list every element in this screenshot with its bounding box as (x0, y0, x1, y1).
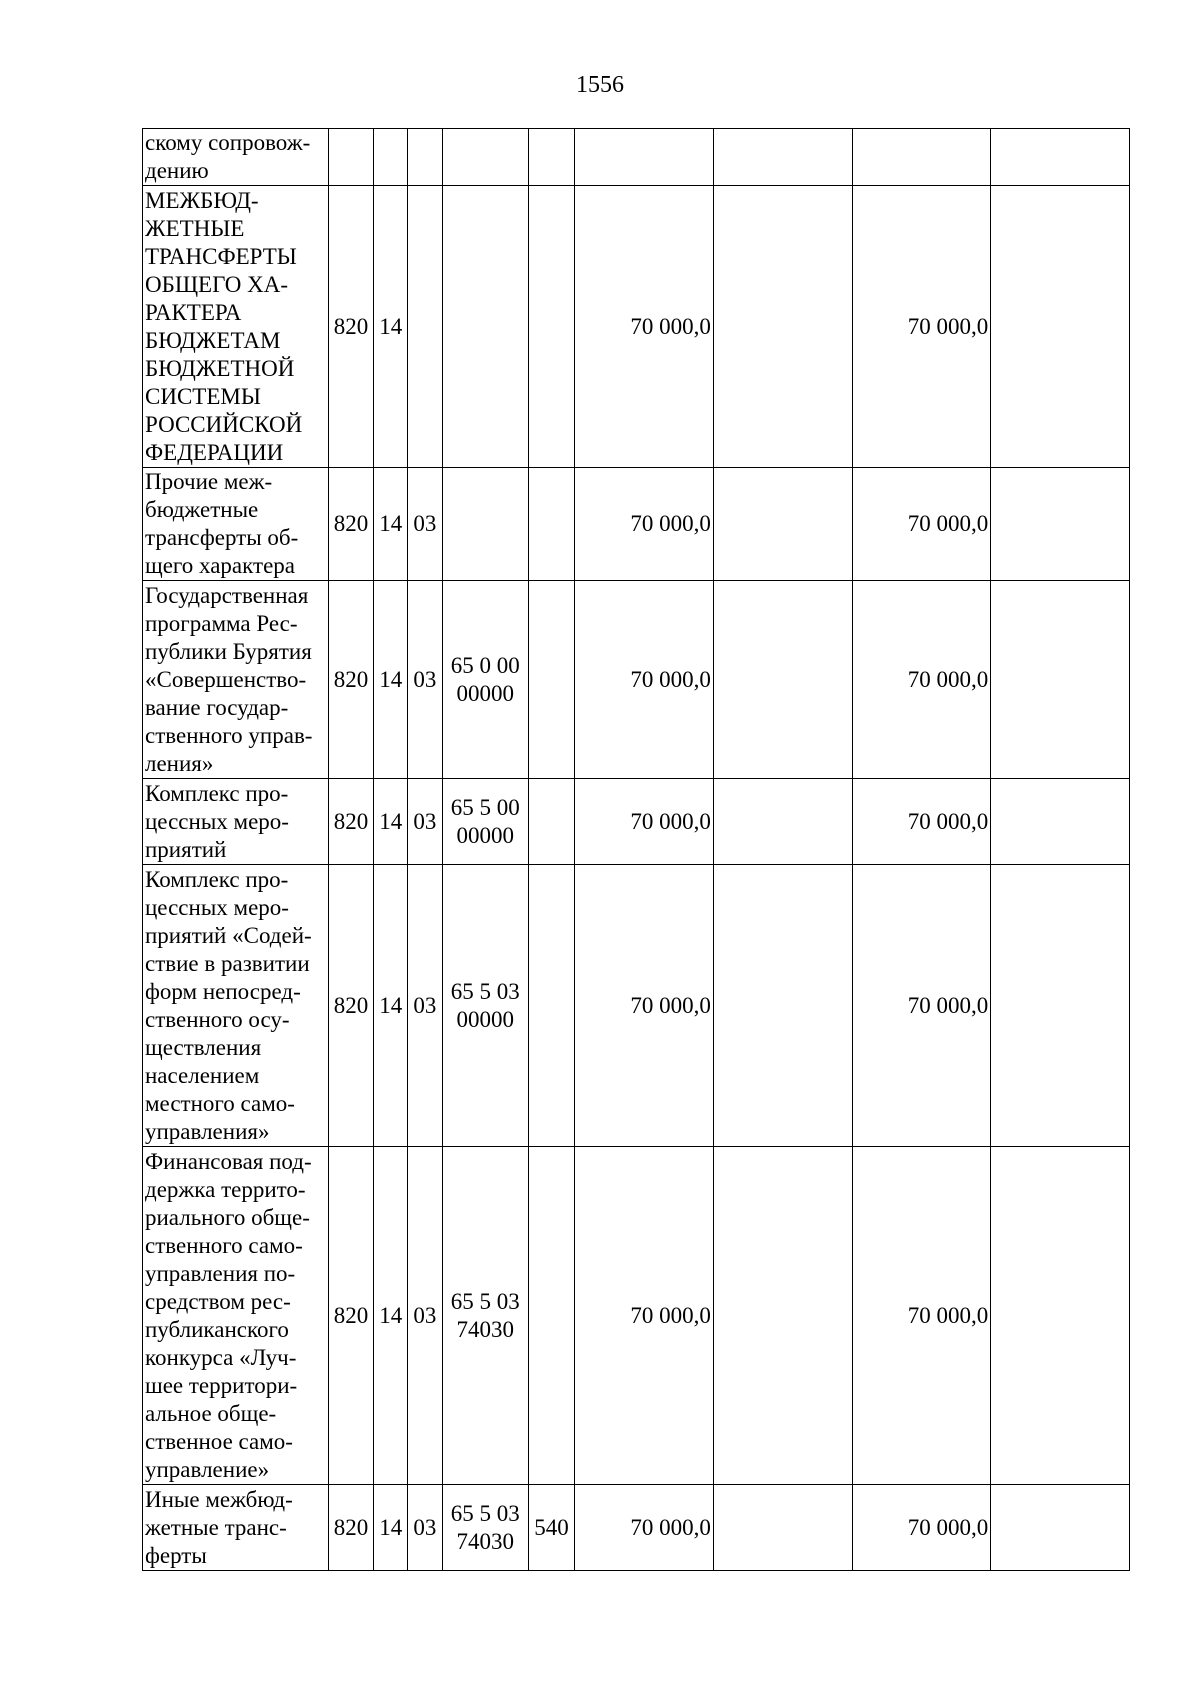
amount-column-4 (991, 865, 1130, 1147)
amount-total: 70 000,0 (575, 1147, 714, 1485)
table-row (143, 581, 1130, 779)
amount-column-4 (991, 1147, 1130, 1485)
row-name-line: приятий «Содей- (145, 922, 312, 948)
table-row (143, 865, 1130, 1147)
row-name-line: шее территори- (145, 1372, 298, 1398)
table-row (143, 129, 1130, 186)
row-name-line: форм непосред- (145, 978, 301, 1004)
amount-total: 70 000,0 (575, 865, 714, 1147)
row-name-line: Иные межбюд- (145, 1486, 293, 1512)
table-row (143, 1485, 1130, 1571)
row-name (143, 779, 329, 865)
row-name-line: конкурса «Луч- (145, 1344, 297, 1370)
section-code: 14 (374, 1147, 408, 1485)
row-name-line: Финансовая под- (145, 1148, 312, 1174)
row-name (143, 468, 329, 581)
row-name-line: ственного само- (145, 1232, 303, 1258)
row-name-line: ФЕДЕРАЦИИ (145, 439, 284, 465)
row-name-line: средством рес- (145, 1288, 291, 1314)
table-row (143, 468, 1130, 581)
row-name-line: «Совершенство- (145, 666, 307, 692)
subsection-code (408, 186, 442, 468)
amount-column-2 (713, 581, 852, 779)
amount-column-4 (991, 1485, 1130, 1571)
row-name-line: ществления (145, 1034, 262, 1060)
row-name-line: РОССИЙСКОЙ (145, 411, 303, 437)
amount-column-3: 70 000,0 (852, 1147, 991, 1485)
row-name-line: ферты (145, 1542, 207, 1568)
row-name-line: МЕЖБЮД- (145, 187, 259, 213)
target-article-code-line: 65 5 03 (450, 1500, 520, 1526)
target-article-code-line: 65 0 00 (450, 652, 520, 678)
row-name-line: Комплекс про- (145, 866, 289, 892)
row-name-line: приятий (145, 836, 227, 862)
target-article-code-line: 65 5 03 (450, 978, 520, 1004)
row-name-line: бюджетные (145, 497, 259, 522)
target-article-code (442, 186, 528, 468)
target-article-code-line: 00000 (456, 680, 514, 706)
amount-column-3: 70 000,0 (852, 865, 991, 1147)
target-article-code-line: 65 5 03 (450, 1288, 520, 1314)
expense-type-code (528, 468, 574, 581)
target-article-code (442, 1485, 528, 1571)
row-name-line: альное обще- (145, 1400, 277, 1426)
amount-total: 70 000,0 (575, 779, 714, 865)
row-name-line: управление» (145, 1456, 270, 1482)
amount-column-2 (713, 186, 852, 468)
amount-total: 70 000,0 (575, 1485, 714, 1571)
row-name-line: местного само- (145, 1090, 295, 1116)
amount-column-4 (991, 468, 1130, 581)
row-name-line: публики Бурятия (145, 638, 312, 664)
subsection-code (408, 129, 442, 186)
subsection-code: 03 (408, 1147, 442, 1485)
row-name-line: публиканского (145, 1316, 289, 1342)
row-name-line: БЮДЖЕТАМ (145, 327, 281, 353)
row-name-line: риального обще- (145, 1204, 310, 1230)
row-name-line: ственного управ- (145, 722, 313, 748)
section-code: 14 (374, 468, 408, 581)
row-name-line: ОБЩЕГО ХА- (145, 271, 289, 297)
expense-type-code (528, 186, 574, 468)
row-name (143, 1147, 329, 1485)
subsection-code: 03 (408, 779, 442, 865)
target-article-code (442, 468, 528, 581)
amount-column-3 (852, 129, 991, 186)
row-name-line: ствие в развитии (145, 950, 310, 976)
row-name-line: щего характера (145, 553, 295, 578)
subsection-code: 03 (408, 468, 442, 581)
row-name-line: цессных меро- (145, 808, 289, 834)
table-row (143, 779, 1130, 865)
subsection-code: 03 (408, 865, 442, 1147)
row-name-line: цессных меро- (145, 894, 289, 920)
target-article-code-line: 65 5 00 (450, 794, 520, 820)
target-article-code (442, 581, 528, 779)
ministry-code: 820 (328, 1485, 373, 1571)
row-name-line: вание государ- (145, 694, 289, 720)
table-row (143, 1147, 1130, 1485)
section-code: 14 (374, 186, 408, 468)
amount-column-2 (713, 865, 852, 1147)
ministry-code (328, 129, 373, 186)
row-name (143, 581, 329, 779)
target-article-code (442, 779, 528, 865)
amount-column-4 (991, 581, 1130, 779)
amount-column-2 (713, 468, 852, 581)
expense-type-code (528, 865, 574, 1147)
ministry-code: 820 (328, 1147, 373, 1485)
amount-column-4 (991, 779, 1130, 865)
row-name (143, 186, 329, 468)
ministry-code: 820 (328, 581, 373, 779)
row-name-line: ления» (145, 750, 214, 776)
amount-column-3: 70 000,0 (852, 1485, 991, 1571)
expense-type-code (528, 779, 574, 865)
amount-column-3: 70 000,0 (852, 581, 991, 779)
expense-type-code (528, 1147, 574, 1485)
row-name-line: БЮДЖЕТНОЙ (145, 355, 295, 381)
row-name-line: СИСТЕМЫ (145, 383, 261, 409)
amount-column-4 (991, 186, 1130, 468)
amount-total: 70 000,0 (575, 581, 714, 779)
target-article-code-line: 74030 (456, 1528, 514, 1554)
target-article-code (442, 865, 528, 1147)
section-code (374, 129, 408, 186)
ministry-code: 820 (328, 779, 373, 865)
subsection-code: 03 (408, 581, 442, 779)
row-name-line: управления по- (145, 1260, 296, 1286)
expense-type-code: 540 (528, 1485, 574, 1571)
expense-type-code (528, 581, 574, 779)
row-name (143, 129, 329, 186)
target-article-code-line: 00000 (456, 822, 514, 848)
ministry-code: 820 (328, 468, 373, 581)
row-name-line: жетные транс- (145, 1514, 287, 1540)
row-name (143, 865, 329, 1147)
row-name-line: держка террито- (145, 1176, 306, 1202)
section-code: 14 (374, 865, 408, 1147)
row-name-line: РАКТЕРА (145, 299, 242, 325)
ministry-code: 820 (328, 865, 373, 1147)
row-name-line: дению (145, 158, 209, 183)
ministry-code: 820 (328, 186, 373, 468)
section-code: 14 (374, 581, 408, 779)
row-name-line: Комплекс про- (145, 780, 289, 806)
subsection-code: 03 (408, 1485, 442, 1571)
target-article-code-line: 00000 (456, 1006, 514, 1032)
section-code: 14 (374, 1485, 408, 1571)
row-name (143, 1485, 329, 1571)
page-number: 1556 (576, 72, 624, 98)
row-name-line: трансферты об- (145, 525, 299, 550)
row-name-line: программа Рес- (145, 610, 298, 636)
row-name-line: Прочие меж- (145, 469, 273, 494)
amount-column-2 (713, 129, 852, 186)
row-name-line: управления» (145, 1118, 270, 1144)
target-article-code (442, 1147, 528, 1485)
amount-column-3: 70 000,0 (852, 779, 991, 865)
section-code: 14 (374, 779, 408, 865)
amount-column-2 (713, 779, 852, 865)
amount-total (575, 129, 714, 186)
row-name-line: населением (145, 1062, 260, 1088)
target-article-code (442, 129, 528, 186)
amount-total: 70 000,0 (575, 468, 714, 581)
row-name-line: скому сопровож- (145, 130, 311, 155)
amount-column-3: 70 000,0 (852, 468, 991, 581)
row-name-line: ственное само- (145, 1428, 293, 1454)
row-name-line: Государственная (145, 582, 309, 608)
row-name-line: ственного осу- (145, 1006, 290, 1032)
amount-column-3: 70 000,0 (852, 186, 991, 468)
expense-type-code (528, 129, 574, 186)
amount-column-2 (713, 1485, 852, 1571)
budget-table (142, 128, 1130, 1571)
table-row (143, 186, 1130, 468)
amount-column-4 (991, 129, 1130, 186)
target-article-code-line: 74030 (456, 1316, 514, 1342)
row-name-line: ЖЕТНЫЕ (145, 215, 245, 241)
amount-total: 70 000,0 (575, 186, 714, 468)
amount-column-2 (713, 1147, 852, 1485)
row-name-line: ТРАНСФЕРТЫ (145, 243, 297, 269)
